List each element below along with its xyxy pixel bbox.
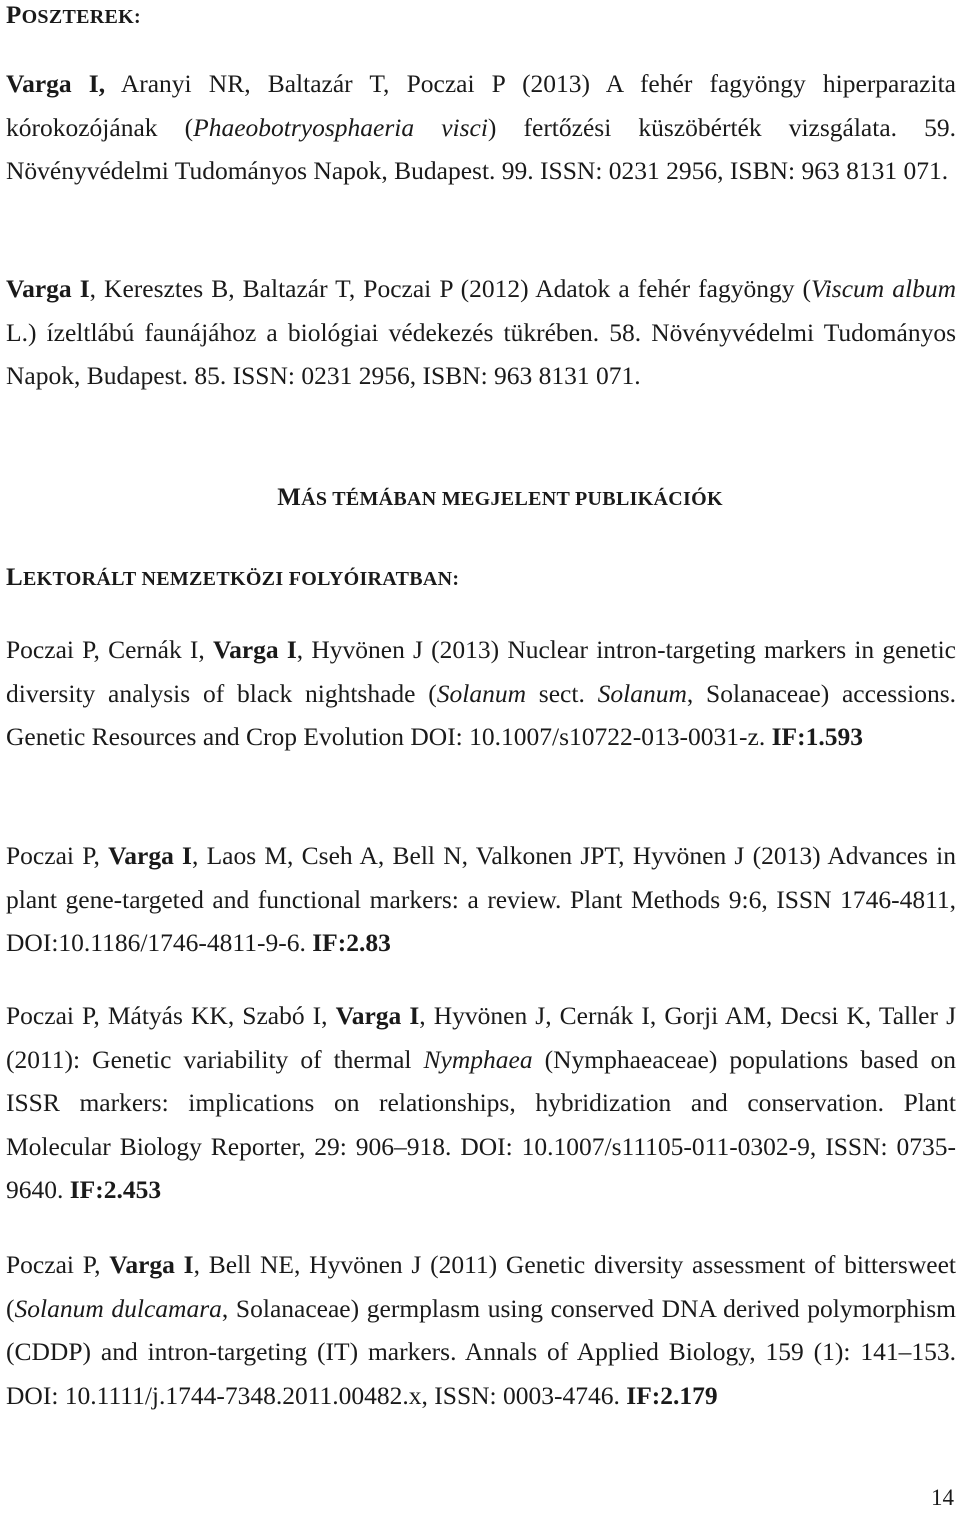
impact-factor: IF:1.593 [771,722,863,752]
poster-entry-2: Varga I, Keresztes B, Baltazár T, Poczai P (2012) Adatok a fehér fagyöngy (Viscum album L.) ízeltlábú faunájához a biológiai védekezés tükrében. 58. Növényvédelmi Tudományos Napok, Budapest. 85. ISSN: 0231 2956, ISBN: 963 8131 071. [6,274,956,391]
page-number: 14 [931,1485,954,1510]
publication-entry-1: Poczai P, Cernák I, Varga I, Hyvönen J (2013) Nuclear intron-targeting markers in genetic diversity analysis of black nightshade (Solanum sect. Solanum, Solanaceae) accessions. Genetic Resources and Crop Evolution DOI: 10.1007/s10722-013-0031-z. IF:1.593 [6,635,956,752]
publication-entry-4: Poczai P, Varga I, Bell NE, Hyvönen J (2011) Genetic diversity assessment of bittersweet (Solanum dulcamara, Solanaceae) germplasm using conserved DNA derived polymorphism (CDDP) and intron-targeting (IT) markers. Annals of Applied Biology, 159 (1): 141–153. DOI: 10.1111/j.1744-7348.2011.00482.x, ISSN: 0003-4746. IF:2.179 [6,1250,957,1410]
section-title: MÁS TÉMÁBAN MEGJELENT PUBLIKÁCIÓK [277,484,723,511]
impact-factor: IF:2.453 [69,1175,162,1205]
subsection-title: LEKTORÁLT NEMZETKÖZI FOLYÓIRATBAN: [6,564,460,591]
posters-heading: POSZTEREK: [6,2,141,29]
impact-factor: IF:2.179 [626,1380,718,1410]
publication-entry-2: Poczai P, Varga I, Laos M, Cseh A, Bell N, Valkonen JPT, Hyvönen J (2013) Advances in plant gene-targeted and functional markers: a review. Plant Methods 9:6, ISSN 1746-4811, DOI:10.1186/1746-4811-9-6. IF:2.83 [6,841,956,958]
impact-factor: IF:2.83 [312,928,391,958]
poster-entry-1: Varga I, Aranyi NR, Baltazár T, Poczai P (2013) A fehér fagyöngy hiperparazita kórokozójának (Phaeobotryosphaeria visci) fertőzési küszöbérték vizsgálata. 59. Növényvédelmi Tudományos Napok, Budapest. 99. ISSN: 0231 2956, ISBN: 963 8131 071. [6,69,956,186]
publication-entry-3: Poczai P, Mátyás KK, Szabó I, Varga I, Hyvönen J, Cernák I, Gorji AM, Decsi K, Taller J (2011): Genetic variability of thermal Nymphaea (Nymphaeaceae) populations based on ISSR markers: implications on relationships, hybridization and conservation. Plant Molecular Biology Reporter, 29: 906–918. DOI: 10.1007/s11105-011-0302-9, ISSN: 0735-9640. IF:2.453 [6,1001,956,1205]
